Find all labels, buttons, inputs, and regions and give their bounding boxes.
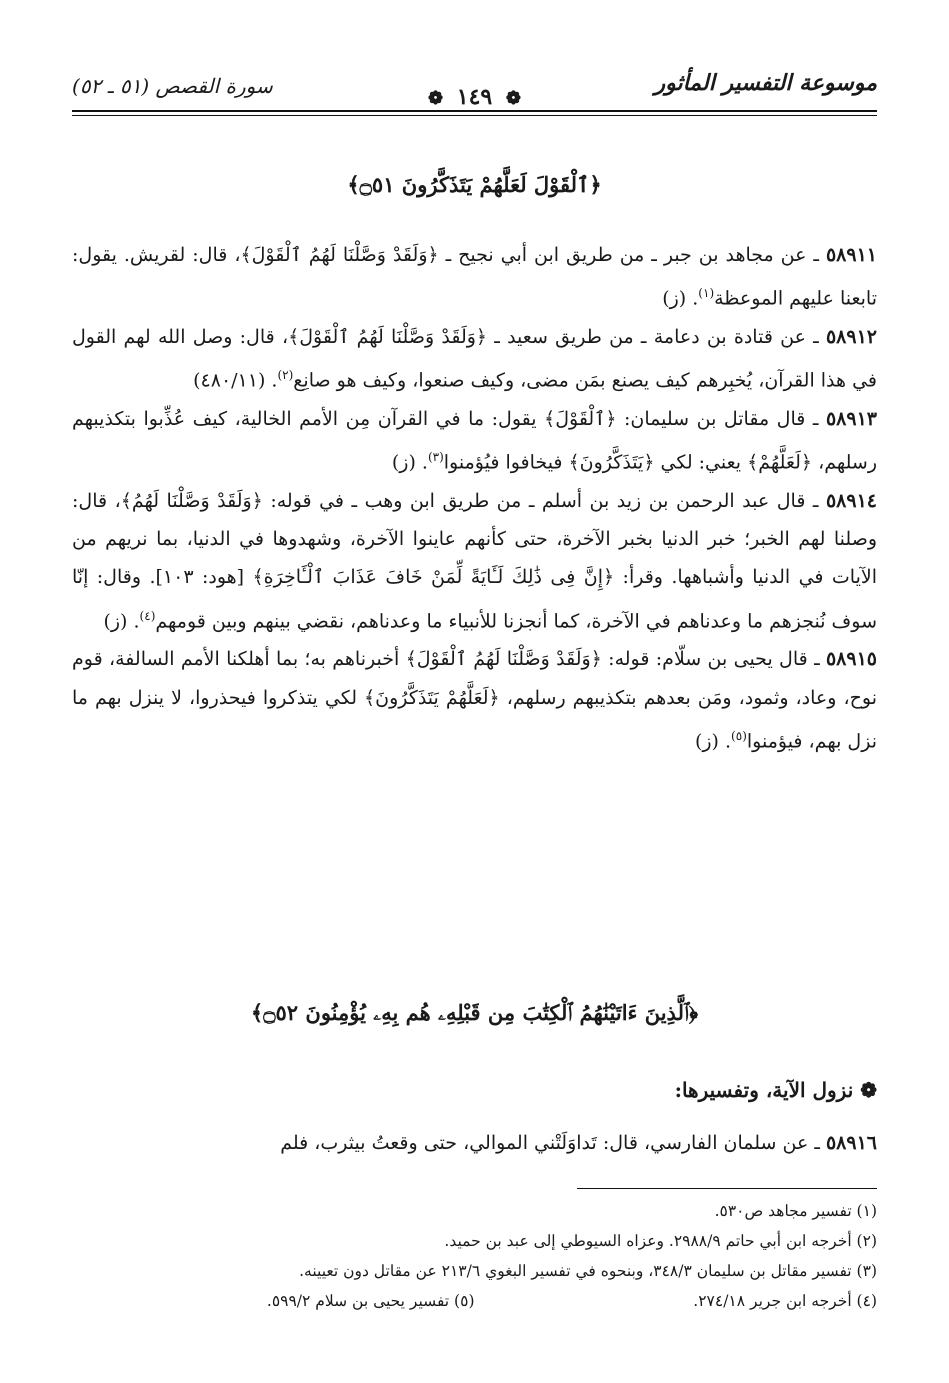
commentary-paragraph [72,400,877,482]
narration-number: ٥٨٩١١ [825,244,877,266]
footnote-ref: (١) [698,286,715,301]
narration-text: ـ عن مجاهد بن جبر ـ من طريق ابن أبي نجيح ـ ﴿وَلَقَدْ وَصَّلْنَا لَهُمُ ٱلْقَوْلَ﴾، قال: لقريش. يقول: تابعنا عليهم الموعظة [72,244,877,310]
commentary-body-continued [72,1124,877,1162]
ornament-icon: ❁ [428,88,444,109]
narration-number: ٥٨٩١٦ [825,1132,877,1154]
narration-tail: . (ز) [694,730,732,753]
narration-tail: . (٤٨٠/١١) [193,369,278,392]
header-rule [72,110,877,112]
section-heading: ❁ نزول الآية، وتفسيرها: [674,1078,877,1102]
narration-text: ـ عن قتادة بن دعامة ـ من طريق سعيد ـ ﴿وَلَقَدْ وَصَّلْنَا لَهُمُ ٱلْقَوْلَ﴾، قال: وصل الله لهم القول في هذا القرآن، يُخبِرهم كيف يصنع بمَن مضى، وكيف صنعوا، وكيف هو صانِع [72,325,877,392]
narration-tail: . (ز) [662,287,699,310]
narration-number: ٥٨٩١٥ [825,648,877,671]
narration-number: ٥٨٩١٣ [825,407,877,430]
ornament-icon: ❁ [505,88,521,109]
commentary-paragraph [72,640,877,760]
narration-text: ـ عن سلمان الفارسي، قال: تَداوَلَتْني الموالي، حتى وقعتُ بيثرب، فلم [280,1132,826,1154]
commentary-paragraph [72,318,877,400]
footnote-ref: (٢) [277,368,294,383]
footnote-row [72,1286,877,1316]
commentary-paragraph [72,482,877,641]
footnote: (٣) تفسير مقاتل بن سليمان ٣٤٨/٣، وبنحوه في تفسير البغوي ٢١٣/٦ عن مقاتل دون تعيينه. [299,1262,877,1280]
commentary-paragraph [72,236,877,318]
narration-number: ٥٨٩١٢ [825,325,877,348]
footnote-separator [577,1188,877,1189]
page-number: ١٤٩ [456,84,493,110]
commentary-body [72,236,877,761]
footnote: (٢) أخرجه ابن أبي حاتم ٢٩٨٨/٩. وعزاه السيوطي إلى عبد بن حميد. [444,1232,877,1250]
book-title: موسوعة التفسير المأثور [654,70,877,96]
narration-text: ـ قال يحيى بن سلّام: قوله: ﴿وَلَقَدْ وَصَّلْنَا لَهُمُ ٱلْقَوْلَ﴾ أخبرناهم به؛ بما أهلكنا الأمم السالفة، قوم نوح، وعاد، وثمود، ومَن بعدهم بتكذيبهم رسلهم، ﴿لَعَلَّهُمْ يَتَذَكَّرُونَ﴾ لكي يتذكروا فيحذروا، لا ينزل بهم ما نزل بهم، فيؤمنوا [72,648,877,753]
narration-tail: . (ز) [103,609,140,632]
footnote: (٥) تفسير يحيى بن سلام ٥٩٩/٢. [266,1292,475,1310]
footnote-ref: (٥) [731,728,747,743]
verse-heading-51: ﴿ٱلْقَوْلَ لَعَلَّهُمْ يَتَذَكَّرُونَ ۝٥١﴾ [347,172,602,197]
narration-number: ٥٨٩١٤ [825,489,877,512]
footnote: (١) تفسير مجاهد ص٥٣٠. [714,1202,877,1220]
narration-tail: . (ز) [391,451,428,474]
narration-text: ـ قال مقاتل بن سليمان: ﴿ٱلْقَوْلَ﴾ يقول: ما في القرآن مِن الأمم الخالية، كيف عُذِّبوا بتكذيبهم رسلهم، ﴿لَعَلَّهُمْ﴾ يعني: لكي ﴿يَتَذَكَّرُونَ﴾ فيخافوا فيُؤمنوا [72,407,877,474]
commentary-paragraph [72,1124,877,1162]
narration-text: ـ قال عبد الرحمن بن زيد بن أسلم ـ من طريق ابن وهب ـ في قوله: ﴿وَلَقَدْ وَصَّلْنَا لَهُمُ﴾، قال: وصلنا لهم الخبر؛ خبر الدنيا بخبر الآخرة، حتى كأنهم عاينوا الآخرة، وشهدوها في الدنيا، بما نريهم من الآيات في الدنيا وأشباهها. وقرأ: ﴿إِنَّ فِى ذَٰلِكَ لَـَٔايَةً لِّمَنْ خَافَ عَذَابَ ٱلْـَٔاخِرَةِ﴾ [هود: ١٠٣]. وقال: إنّا سوف نُنجزهم ما وعدناهم في الآخرة، كما أنجزنا للأنبياء ما وعدناهم، نقضي بينهم وبين قومهم [72,489,878,632]
footnote: (٤) أخرجه ابن جرير ٢٧٤/١٨. [693,1292,877,1310]
surah-title: سورة القصص (٥١ ـ ٥٢) [72,74,273,98]
footnotes [72,1196,877,1316]
footnote-ref: (٣) [427,450,444,465]
verse-heading-52: ﴿ٱلَّذِينَ ءَاتَيْنَٰهُمُ ٱلْكِتَٰبَ مِن قَبْلِهِۦ هُم بِهِۦ يُؤْمِنُونَ ۝٥٢﴾ [250,1000,699,1025]
footnote-ref: (٤) [139,608,156,623]
page-header [72,64,877,120]
header-rule [72,115,877,116]
